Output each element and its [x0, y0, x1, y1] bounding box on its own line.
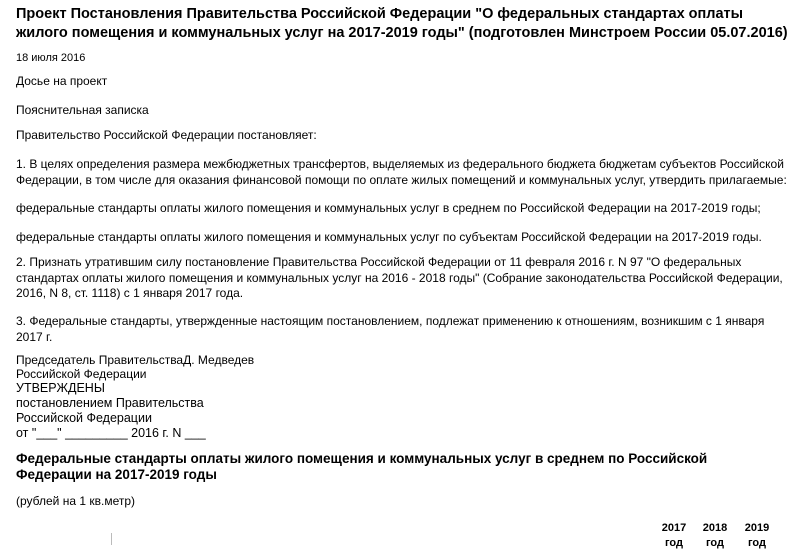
paragraph-preamble: Правительство Российской Федерации постановляет: — [16, 128, 317, 142]
paragraph-1: 1. В целях определения размера межбюджетных трансфертов, выделяемых из федерального бюджета бюджетам субъектов Российской Федерации, в том числе для оказания финансовой помощи по оплате жилых помещений и коммунальных услуг, утвердить прилагаемые: — [16, 157, 787, 187]
signature-block — [16, 353, 254, 381]
signature-position-line2: Российской Федерации — [16, 367, 147, 381]
dossier-link[interactable]: Досье на проект — [16, 74, 108, 88]
document-title: Проект Постановления Правительства Российской Федерации "О федеральных стандартах оплаты жилого помещения и коммунальных услуг на 2017-2019 годы" (подготовлен Минстроем России 05.07.2016) — [16, 6, 788, 41]
signature-name: Д. Медведев — [183, 353, 255, 367]
approval-block — [16, 381, 206, 441]
paragraph-3: 3. Федеральные стандарты, утвержденные настоящим постановлением, подлежат применению к отношениям, возникшим с 1 января 2017 г. — [16, 314, 765, 344]
approval-line-2: постановлением Правительства — [16, 396, 204, 410]
table-header-2019: 2019 год — [744, 522, 770, 549]
approval-line-3: Российской Федерации — [16, 411, 152, 425]
paragraph-1-item-a: федеральные стандарты оплаты жилого помещения и коммунальных услуг в среднем по Российской Федерации на 2017-2019 годы; — [16, 201, 761, 215]
section-title: Федеральные стандарты оплаты жилого помещения и коммунальных услуг в среднем по Российской Федерации на 2017-2019 годы — [16, 451, 708, 482]
table-border — [111, 533, 112, 545]
document-date: 18 июля 2016 — [16, 52, 86, 64]
unit-label: (рублей на 1 кв.метр) — [16, 494, 136, 508]
approval-heading: УТВЕРЖДЕНЫ — [16, 381, 105, 395]
approval-line-4: от "___" _________ 2016 г. N ___ — [16, 426, 206, 440]
table-header-2017: 2017 год — [661, 522, 687, 549]
explanatory-note-link[interactable]: Пояснительная записка — [16, 103, 149, 117]
signature-position: Председатель Правительства — [16, 353, 184, 367]
paragraph-2: 2. Признать утратившим силу постановление Правительства Российской Федерации от 11 февраля 2016 г. N 97 "О федеральных стандартах оплаты жилого помещения и коммунальных услуг на 2016 - 2018 годы" (Собрание законодательства Российской Федерации, 2016, N 8, ст. 1118) с 1 января 2017 года. — [16, 255, 783, 300]
paragraph-1-item-b: федеральные стандарты оплаты жилого помещения и коммунальных услуг по субъектам Российской Федерации на 2017-2019 годы. — [16, 230, 762, 244]
table-header-2018: 2018 год — [702, 522, 728, 549]
